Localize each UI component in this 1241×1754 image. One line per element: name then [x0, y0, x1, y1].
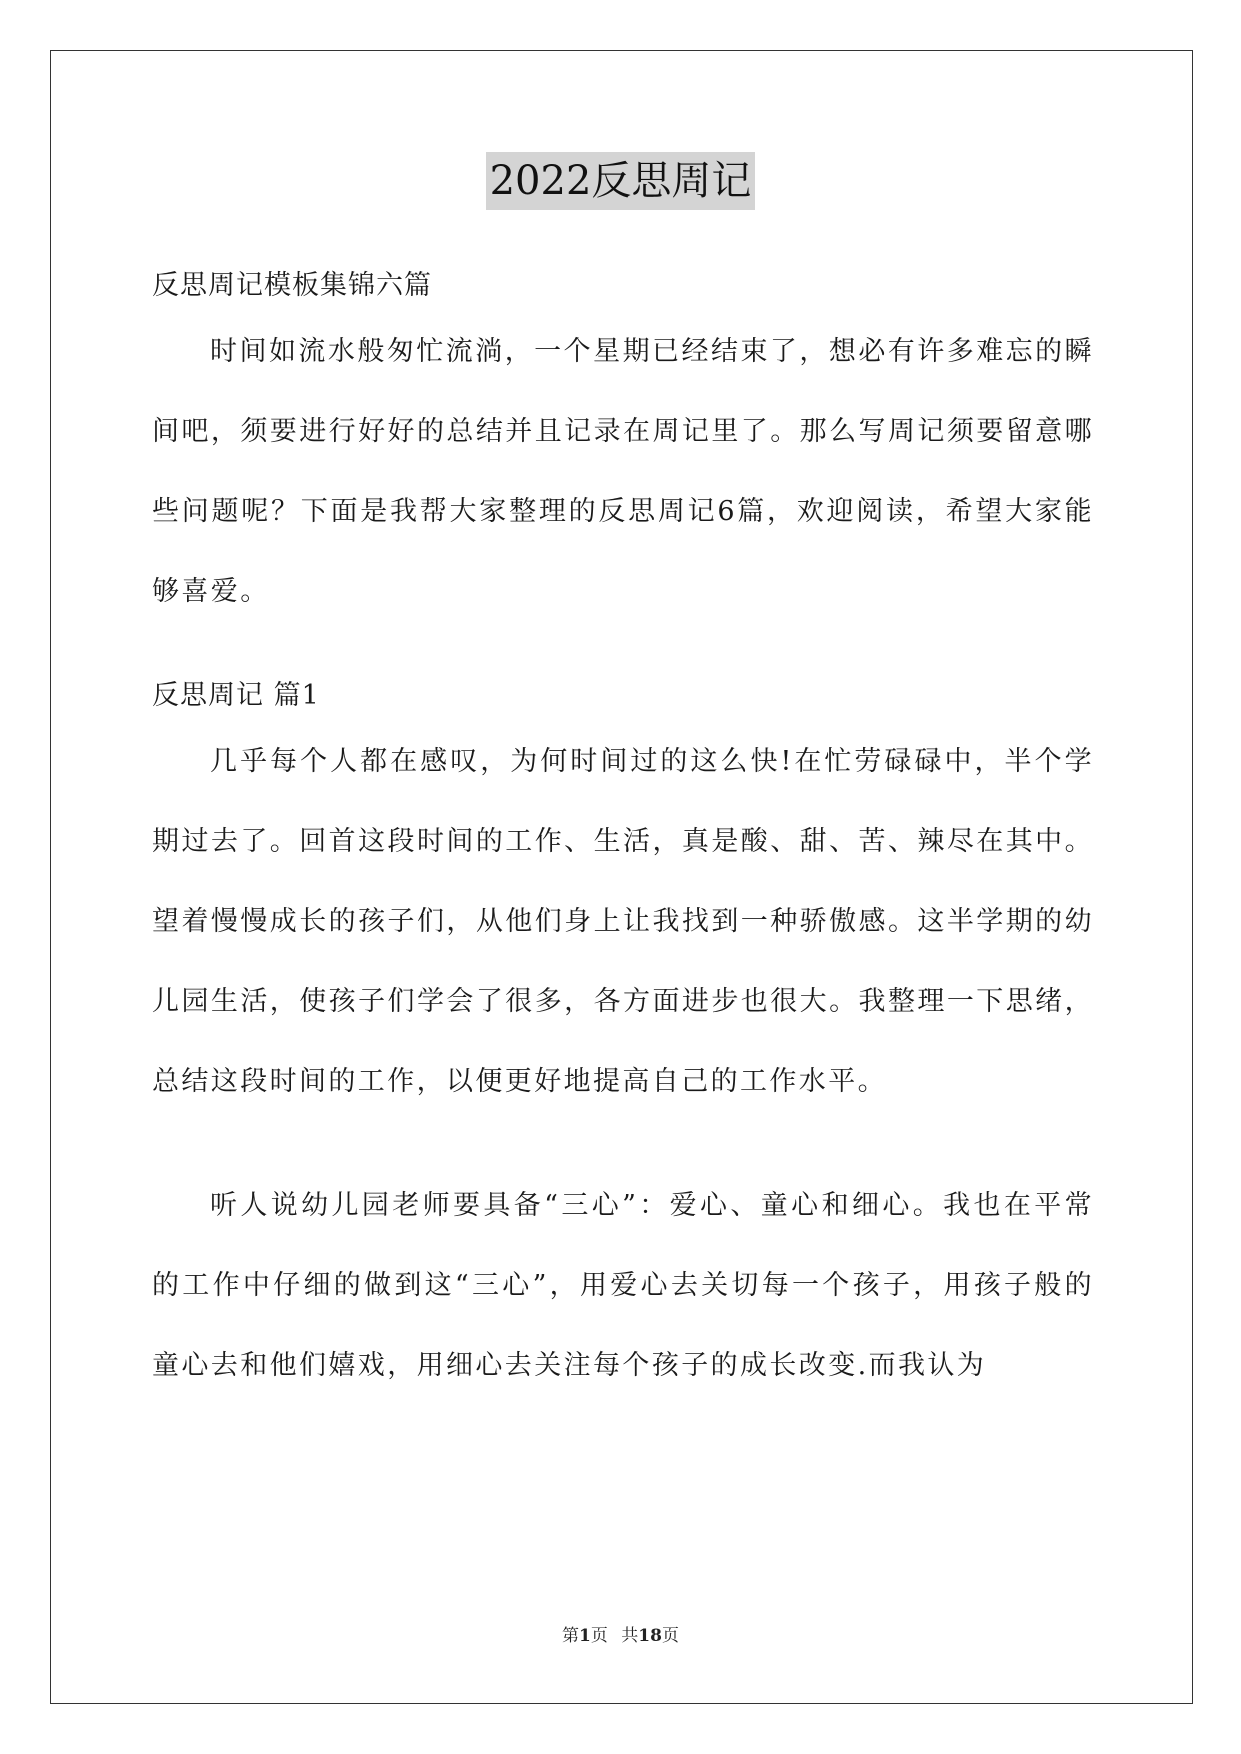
intro-paragraph: 时间如流水般匆忙流淌，一个星期已经结束了，想必有许多难忘的瞬间吧，须要进行好好的总结并且记录在周记里了。那么写周记须要留意哪些问题呢？下面是我帮大家整理的反思周记6篇，欢迎阅读，希望大家能够喜爱。: [152, 336, 1094, 607]
page-total: 18: [638, 1626, 662, 1646]
page-suffix: 页: [590, 1626, 608, 1646]
page-prefix: 第: [562, 1626, 580, 1646]
body-paragraph: 听人说幼儿园老师要具备“三心”：爱心、童心和细心。我也在平常的工作中仔细的做到这“三心”，用爱心去关切每一个孩子，用孩子般的童心去和他们嬉戏，用细心去关注每个孩子的成长改变.而我认为: [152, 1190, 1094, 1381]
total-prefix: 共: [621, 1626, 639, 1646]
page-current: 1: [579, 1626, 591, 1646]
page-footer: [0, 1624, 1241, 1648]
section-heading: 反思周记 篇1: [152, 680, 320, 711]
body-paragraph: 几乎每个人都在感叹，为何时间过的这么快!在忙劳碌碌中，半个学期过去了。回首这段时间的工作、生活，真是酸、甜、苦、辣尽在其中。望着慢慢成长的孩子们，从他们身上让我找到一种骄傲感。这半学期的幼儿园生活，使孩子们学会了很多，各方面进步也很大。我整理一下思绪，总结这段时间的工作，以便更好地提高自己的工作水平。: [152, 746, 1094, 1097]
page-indicator: [562, 1626, 608, 1646]
page-total-indicator: [621, 1626, 679, 1646]
document-subtitle: 反思周记模板集锦六篇: [152, 270, 432, 301]
total-suffix: 页: [661, 1626, 679, 1646]
document-title: 2022反思周记: [486, 152, 756, 210]
title-container: [0, 152, 1241, 210]
